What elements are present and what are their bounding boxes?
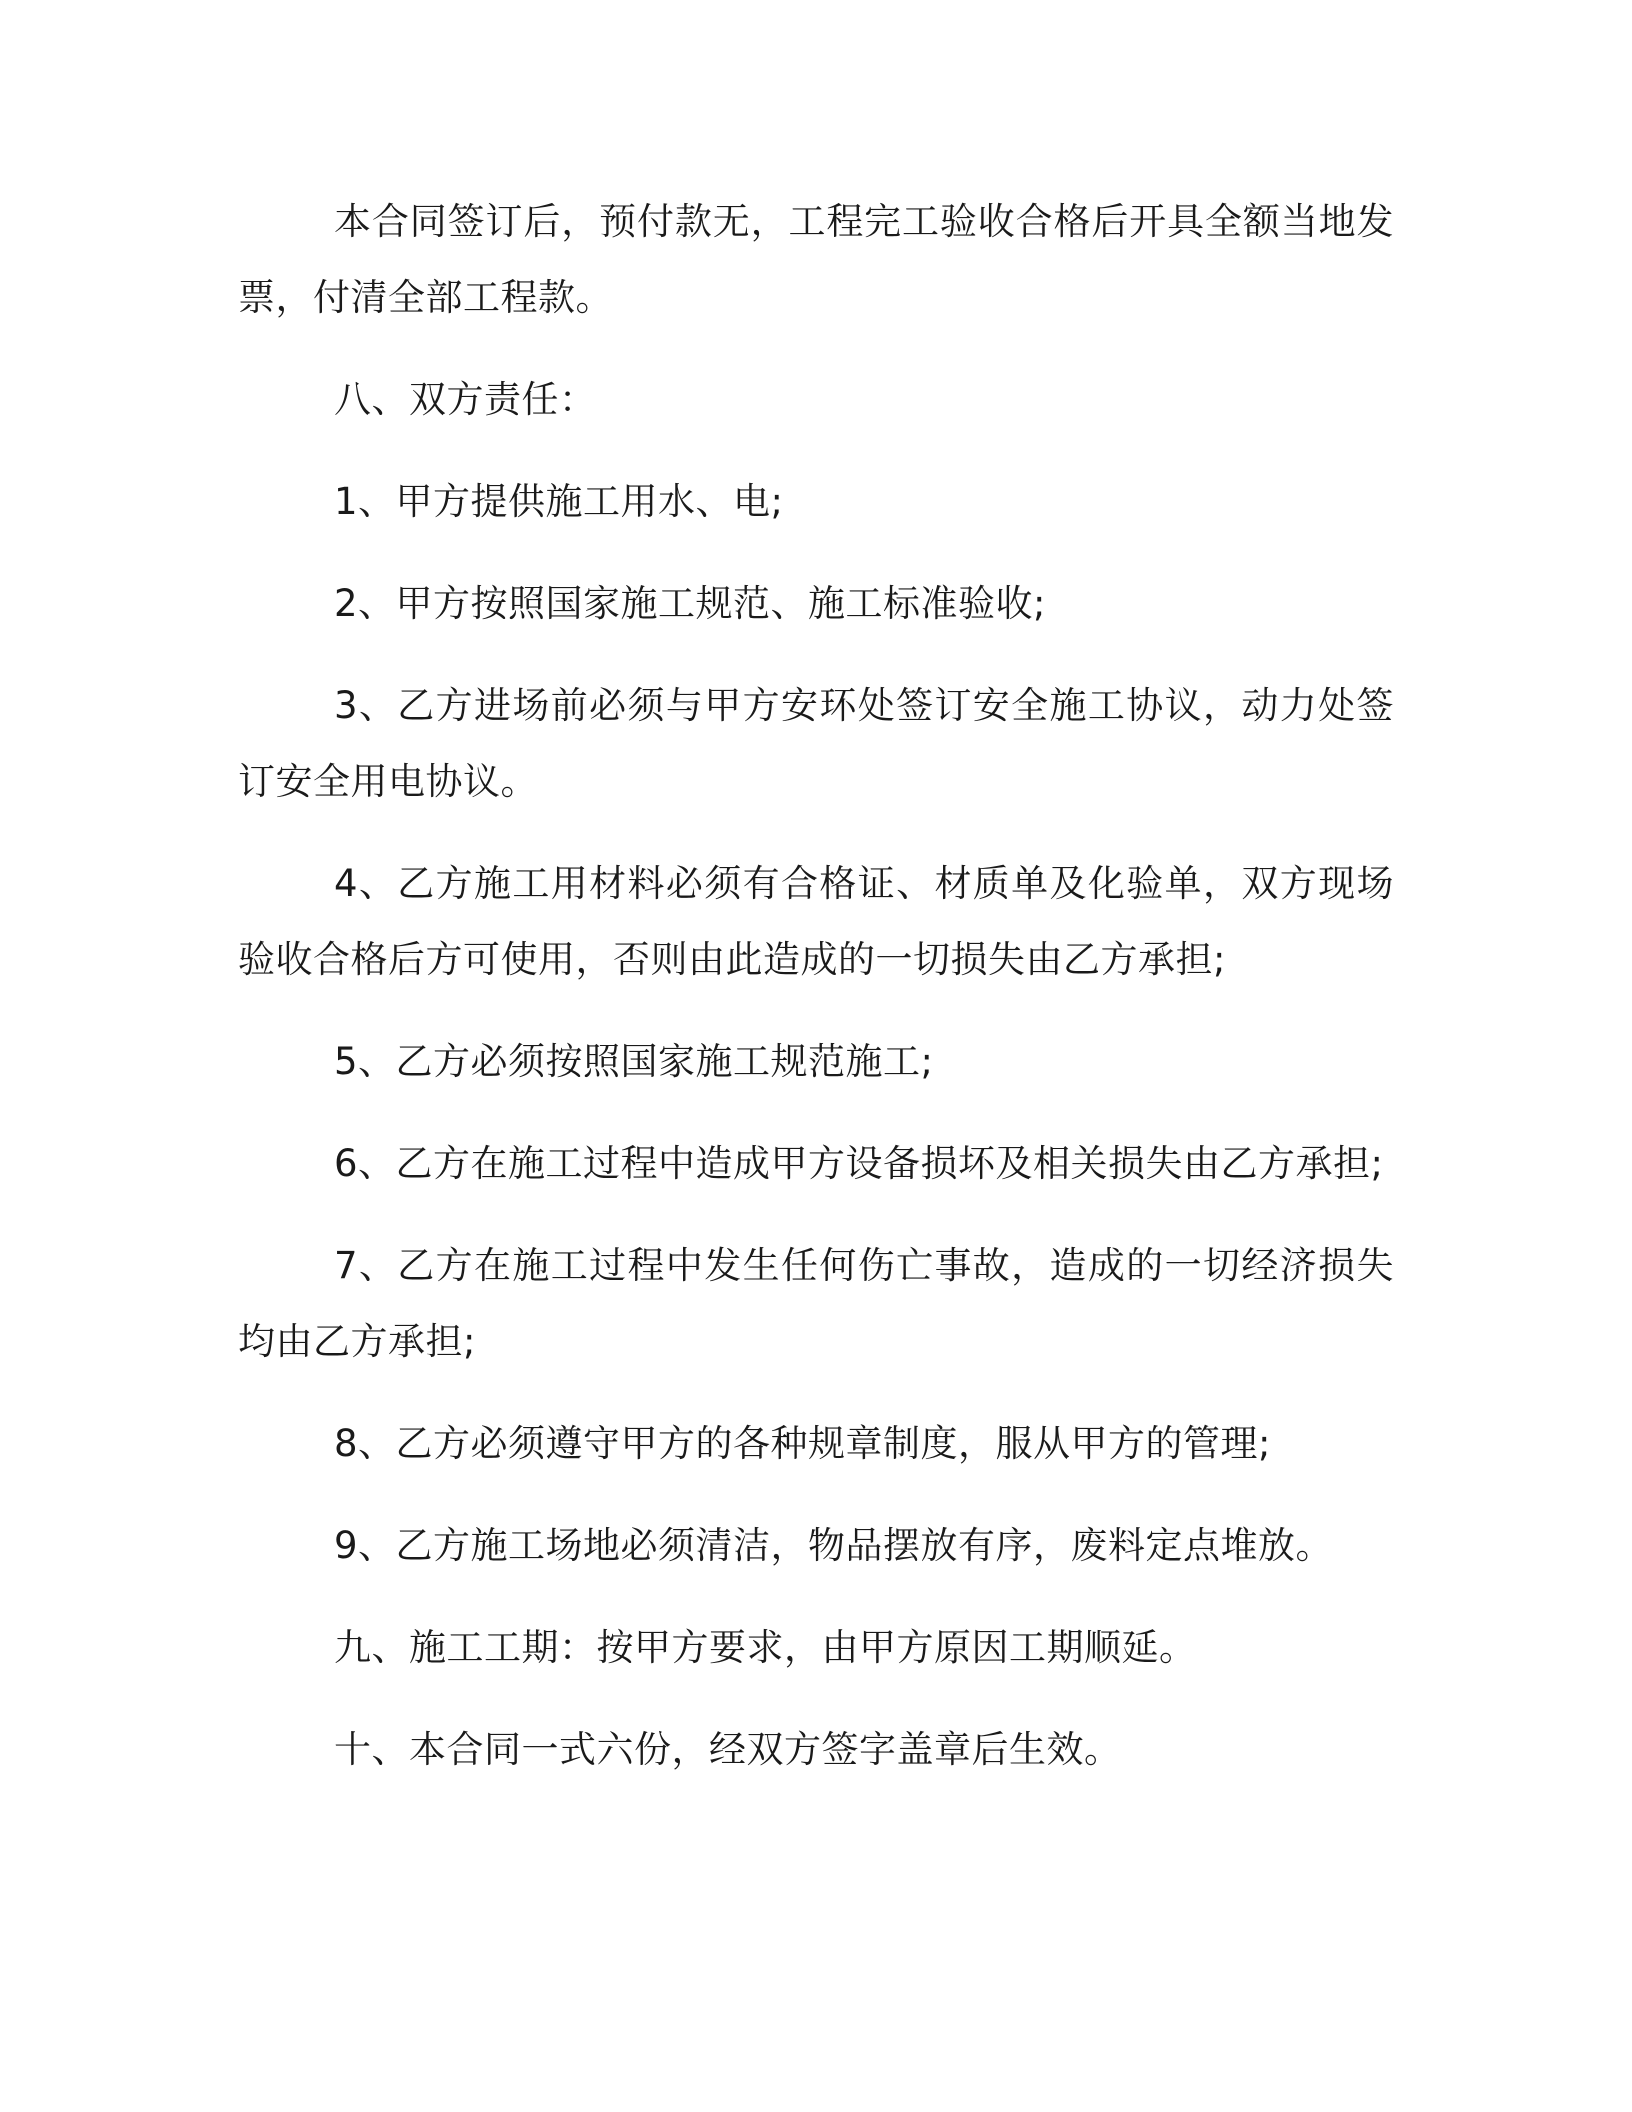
clause-4: 4、乙方施工用材料必须有合格证、材质单及化验单，双方现场验收合格后方可使用，否则由此造成的一切损失由乙方承担;	[238, 862, 1394, 981]
clause-1: 1、甲方提供施工用水、电;	[334, 480, 784, 523]
clause-5: 5、乙方必须按照国家施工规范施工;	[334, 1040, 934, 1083]
clause-7: 7、乙方在施工过程中发生任何伤亡事故，造成的一切经济损失均由乙方承担;	[238, 1244, 1394, 1363]
clause-3: 3、乙方进场前必须与甲方安环处签订安全施工协议，动力处签订安全用电协议。	[238, 684, 1394, 803]
section-contract-copies: 十、本合同一式六份，经双方签字盖章后生效。	[334, 1728, 1122, 1771]
clause-8: 8、乙方必须遵守甲方的各种规章制度，服从甲方的管理;	[334, 1422, 1272, 1465]
document-body	[238, 184, 1394, 1814]
paragraph-payment-terms: 本合同签订后，预付款无，工程完工验收合格后开具全额当地发票，付清全部工程款。	[238, 200, 1394, 319]
clause-6: 6、乙方在施工过程中造成甲方设备损坏及相关损失由乙方承担;	[334, 1142, 1384, 1185]
clause-9: 9、乙方施工场地必须清洁，物品摆放有序，废料定点堆放。	[334, 1524, 1334, 1567]
section-heading-responsibilities: 八、双方责任：	[334, 378, 597, 421]
section-construction-period: 九、施工工期：按甲方要求，由甲方原因工期顺延。	[334, 1626, 1197, 1669]
clause-2: 2、甲方按照国家施工规范、施工标准验收;	[334, 582, 1047, 625]
